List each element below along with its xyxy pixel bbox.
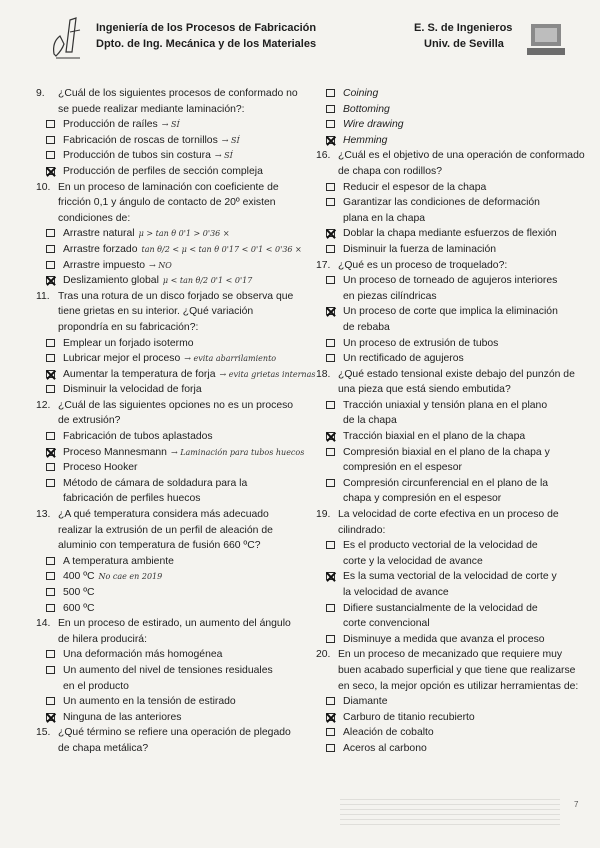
answer-option[interactable]	[36, 133, 298, 149]
answer-option[interactable]	[36, 647, 298, 663]
option-text-continued: compresión en el espesor	[343, 462, 462, 474]
option-text: Proceso Hooker	[63, 462, 138, 474]
question-block	[316, 647, 586, 756]
option-text: Ninguna de las anteriores	[63, 711, 182, 723]
checkbox-icon[interactable]	[46, 604, 55, 612]
answer-option[interactable]	[36, 258, 298, 274]
option-text: Producción de tubos sin costura	[63, 150, 211, 162]
checked-box-icon[interactable]	[326, 136, 335, 144]
option-label	[343, 601, 586, 632]
answer-option[interactable]	[316, 133, 586, 149]
checkbox-icon[interactable]	[46, 354, 55, 362]
option-label	[343, 102, 586, 118]
handwritten-note: μ < tan θ/2 0'1 < 0'17	[162, 276, 253, 286]
option-text: Deslizamiento global	[63, 275, 159, 287]
handwritten-note: → SÍ	[221, 135, 240, 145]
option-label	[63, 382, 298, 398]
option-label	[343, 117, 586, 133]
checked-box-icon[interactable]	[326, 713, 335, 721]
option-label	[343, 133, 586, 149]
question-number: 13.	[36, 509, 51, 521]
answer-option[interactable]	[316, 569, 586, 600]
answer-option[interactable]	[316, 741, 586, 757]
option-text: 600 ºC	[63, 602, 95, 614]
answer-option[interactable]	[36, 351, 298, 367]
university-name: Univ. de Sevilla	[424, 38, 504, 50]
checkbox-icon[interactable]	[46, 479, 55, 487]
option-label	[63, 258, 298, 274]
checkbox-icon[interactable]	[46, 666, 55, 674]
question-block	[36, 180, 302, 289]
question-number: 17.	[316, 259, 331, 271]
answer-option[interactable]	[36, 148, 298, 164]
handwritten-note: No cae en 2019	[98, 572, 163, 582]
option-label	[343, 538, 586, 569]
checkbox-icon[interactable]	[46, 557, 55, 565]
option-label	[63, 585, 298, 601]
checkbox-icon[interactable]	[326, 276, 335, 284]
checked-box-icon[interactable]	[326, 229, 335, 237]
question-block	[36, 86, 298, 180]
option-text: Un aumento en la tensión de estirado	[63, 696, 236, 708]
checkbox-icon[interactable]	[326, 245, 335, 253]
option-text: Tracción biaxial en el plano de la chapa	[343, 431, 526, 443]
question-title	[316, 367, 586, 398]
answer-option[interactable]	[316, 102, 586, 118]
option-text: Disminuir la velocidad de forja	[63, 384, 202, 396]
question-text: ¿Cuál es el objetivo de una operación de conformado de chapa con rodillos?	[338, 150, 585, 177]
checked-box-icon[interactable]	[46, 370, 55, 378]
question-text: En un proceso de mecanizado que requiere muy buen acabado superficial y que tiene que realizarse en seco, la mejor opción es utilizar herramientas de:	[338, 649, 579, 692]
option-text: Doblar la chapa mediante esfuerzos de flexión	[343, 228, 557, 240]
checkbox-icon[interactable]	[326, 354, 335, 362]
option-text: Producción de perfiles de sección compleja	[63, 165, 263, 177]
option-label	[63, 336, 298, 352]
answer-option[interactable]	[316, 398, 586, 429]
question-block	[316, 86, 586, 148]
checked-box-icon[interactable]	[46, 448, 55, 456]
checkbox-icon[interactable]	[326, 635, 335, 643]
option-label	[343, 725, 586, 741]
question-text: ¿Qué estado tensional existe debajo del punzón de una pieza que está siendo embutida?	[338, 368, 575, 396]
question-block	[316, 367, 586, 507]
faint-bleed-through	[340, 795, 560, 825]
checkbox-icon[interactable]	[326, 105, 335, 113]
answer-option[interactable]	[36, 226, 298, 242]
option-label	[343, 632, 586, 648]
answer-option[interactable]	[316, 351, 586, 367]
checkbox-icon[interactable]	[46, 432, 55, 440]
option-label	[343, 476, 586, 507]
option-label	[63, 226, 298, 242]
option-text: Difiere sustancialmente de la velocidad de	[343, 602, 538, 614]
checkbox-icon[interactable]	[326, 198, 335, 206]
question-number: 20.	[316, 649, 331, 661]
option-label	[343, 336, 586, 352]
checkbox-icon[interactable]	[326, 744, 335, 752]
option-label	[343, 710, 586, 726]
checkbox-icon[interactable]	[326, 339, 335, 347]
option-text-continued: en piezas cilíndricas	[343, 290, 437, 302]
option-label	[63, 367, 315, 383]
question-title	[316, 148, 586, 179]
option-label	[63, 647, 298, 663]
option-label	[343, 226, 586, 242]
question-number: 9.	[36, 88, 45, 99]
answer-option[interactable]	[36, 694, 298, 710]
question-title	[316, 647, 586, 694]
option-text-continued: de la chapa	[343, 415, 397, 427]
option-text: Aleación de cobalto	[343, 727, 434, 739]
checkbox-icon[interactable]	[46, 697, 55, 705]
question-block	[36, 398, 305, 507]
checkbox-icon[interactable]	[326, 89, 335, 97]
option-label	[343, 741, 586, 757]
answer-option[interactable]	[36, 585, 298, 601]
option-text: Compresión biaxial en el plano de la chapa y	[343, 446, 550, 458]
option-label	[63, 164, 298, 180]
option-text: Un rectificado de agujeros	[343, 353, 464, 365]
option-label	[63, 133, 298, 149]
question-number: 11.	[36, 290, 50, 302]
option-label	[343, 273, 586, 304]
option-label	[343, 429, 586, 445]
option-text: Arrastre impuesto	[63, 259, 145, 271]
question-number: 16.	[316, 150, 331, 162]
checkbox-icon[interactable]	[46, 229, 55, 237]
option-text-continued: plana en la chapa	[343, 212, 426, 224]
question-title	[36, 398, 298, 429]
answer-option[interactable]	[36, 382, 298, 398]
answer-option[interactable]	[316, 476, 586, 507]
right-column	[316, 86, 586, 757]
option-label	[343, 180, 586, 196]
option-label	[63, 476, 298, 507]
handwritten-note: → SÍ	[214, 151, 233, 161]
page-number: 7	[574, 800, 579, 809]
option-text: Aceros al carbono	[343, 742, 427, 754]
option-text: Es la suma vectorial de la velocidad de corte y	[343, 571, 557, 583]
answer-option[interactable]	[316, 226, 586, 242]
question-text: En un proceso de estirado, un aumento del ángulo de hilera producirá:	[58, 618, 291, 645]
option-text: Bottoming	[343, 103, 390, 115]
question-text: ¿Cuál de las siguientes opciones no es un proceso de extrusión?	[58, 399, 294, 427]
option-text-continued: en el producto	[63, 680, 129, 692]
answer-option[interactable]	[36, 164, 298, 180]
checkbox-icon[interactable]	[46, 385, 55, 393]
question-number: 19.	[316, 509, 331, 521]
option-text: Fabricación de tubos aplastados	[63, 431, 213, 443]
answer-option[interactable]	[316, 195, 586, 226]
question-number: 12.	[36, 399, 51, 411]
answer-option[interactable]	[316, 336, 586, 352]
option-text-continued: la velocidad de avance	[343, 587, 449, 598]
option-label	[63, 117, 298, 133]
checked-box-icon[interactable]	[46, 276, 55, 284]
answer-option[interactable]	[316, 710, 586, 726]
question-title	[36, 507, 298, 554]
option-label	[63, 273, 298, 289]
answer-option[interactable]	[316, 725, 586, 741]
option-label	[343, 445, 586, 476]
checked-box-icon[interactable]	[326, 572, 335, 580]
checkbox-icon[interactable]	[326, 448, 335, 456]
checkbox-icon[interactable]	[46, 463, 55, 471]
checkbox-icon[interactable]	[326, 401, 335, 409]
checked-box-icon[interactable]	[326, 432, 335, 440]
checkbox-icon[interactable]	[326, 183, 335, 191]
answer-option[interactable]	[36, 429, 298, 445]
option-text-continued: corte y la velocidad de avance	[343, 555, 483, 567]
option-text: Un aumento del nivel de tensiones residuales	[63, 664, 273, 676]
question-text: ¿Qué es un proceso de troquelado?:	[338, 259, 508, 271]
answer-option[interactable]	[36, 476, 298, 507]
checkbox-icon[interactable]	[326, 697, 335, 705]
option-text: Fabricación de roscas de tornillos	[63, 134, 218, 146]
option-text: Proceso Mannesmann	[63, 446, 167, 458]
answer-option[interactable]	[36, 445, 305, 461]
answer-option[interactable]	[316, 429, 586, 445]
answer-option[interactable]	[316, 242, 586, 258]
option-text: Una deformación más homogénea	[63, 649, 223, 661]
checkbox-icon[interactable]	[46, 339, 55, 347]
option-text-continued: fabricación de perfiles huecos	[63, 493, 201, 505]
option-text: Es el producto vectorial de la velocidad de	[343, 540, 538, 552]
option-label	[63, 242, 302, 258]
question-block	[316, 258, 586, 367]
answer-option[interactable]	[316, 273, 586, 304]
option-text: Un proceso de extrusión de tubos	[343, 337, 499, 349]
handwritten-note: → evita abarrilamiento	[184, 354, 277, 364]
option-label	[63, 569, 298, 585]
option-text: Disminuye a medida que avanza el proceso	[343, 633, 545, 645]
option-text: Tracción uniaxial y tensión plana en el plano	[343, 399, 548, 411]
checkbox-icon[interactable]	[46, 588, 55, 596]
question-number: 10.	[36, 181, 51, 193]
answer-option[interactable]	[316, 445, 586, 476]
answer-option[interactable]	[36, 554, 298, 570]
option-text: Carburo de titanio recubierto	[343, 711, 475, 723]
option-text-continued: corte convencional	[343, 618, 430, 630]
option-label	[343, 351, 586, 367]
option-label	[63, 694, 298, 710]
option-label	[343, 304, 586, 335]
question-title	[36, 86, 298, 117]
question-text: ¿Cuál de los siguientes procesos de conformado no se puede realizar mediante laminación?:	[58, 88, 298, 115]
option-label	[343, 694, 586, 710]
option-label	[343, 398, 586, 429]
option-text: Wire drawing	[343, 119, 404, 131]
answer-option[interactable]	[36, 336, 298, 352]
checkbox-icon[interactable]	[46, 245, 55, 253]
option-text: Arrastre forzado	[63, 243, 138, 255]
checked-box-icon[interactable]	[46, 167, 55, 175]
answer-option[interactable]	[316, 180, 586, 196]
question-block	[36, 616, 298, 725]
school-name: E. S. de Ingenieros	[414, 22, 513, 34]
option-label	[63, 445, 304, 461]
option-label	[343, 195, 586, 226]
option-label	[343, 86, 586, 102]
answer-option[interactable]	[36, 569, 298, 585]
option-text: Un proceso de torneado de agujeros interiores	[343, 275, 558, 287]
question-text: La velocidad de corte efectiva en un proceso de cilindrado:	[338, 509, 559, 536]
answer-option[interactable]	[316, 86, 586, 102]
answer-option[interactable]	[316, 304, 586, 335]
handwritten-note: tan θ/2 < μ < tan θ 0'17 < 0'1 < 0'36 ×	[141, 244, 302, 254]
option-label	[63, 663, 298, 694]
question-block	[36, 725, 298, 756]
checked-box-icon[interactable]	[326, 307, 335, 315]
question-block	[36, 507, 298, 616]
question-text: Tras una rotura de un disco forjado se observa que tiene grietas en su interior. ¿Qué variación propondría en su fabricación?:	[58, 290, 294, 333]
option-text: Reducir el espesor de la chapa	[343, 181, 487, 193]
question-text: En un proceso de laminación con coeficiente de fricción 0,1 y ángulo de contacto de 20º existen condiciones de:	[58, 181, 279, 224]
answer-option[interactable]	[36, 117, 298, 133]
option-label	[63, 710, 298, 726]
question-number: 14.	[36, 618, 51, 630]
answer-option[interactable]	[36, 273, 298, 289]
answer-option[interactable]	[36, 460, 298, 476]
department-name: Dpto. de Ing. Mecánica y de los Materiales	[96, 38, 317, 50]
checkbox-icon[interactable]	[326, 120, 335, 128]
option-text: Coining	[343, 88, 379, 99]
page-header	[0, 0, 600, 70]
option-text: Diamante	[343, 696, 388, 708]
option-text: Disminuir la fuerza de laminación	[343, 243, 497, 255]
option-label	[63, 148, 298, 164]
question-block	[36, 289, 316, 398]
answer-option[interactable]	[36, 710, 298, 726]
question-block	[316, 507, 586, 647]
checked-box-icon[interactable]	[46, 713, 55, 721]
option-text: 500 ºC	[63, 587, 95, 598]
checkbox-icon[interactable]	[326, 541, 335, 549]
option-label	[63, 554, 298, 570]
answer-option[interactable]	[36, 663, 298, 694]
option-label	[343, 569, 586, 600]
answer-option[interactable]	[36, 601, 298, 617]
question-title	[36, 616, 298, 647]
option-text: Aumentar la temperatura de forja	[63, 368, 216, 380]
option-label	[343, 242, 586, 258]
checkbox-icon[interactable]	[46, 261, 55, 269]
checkbox-icon[interactable]	[326, 479, 335, 487]
option-label	[63, 601, 298, 617]
option-label	[63, 460, 298, 476]
checkbox-icon[interactable]	[46, 136, 55, 144]
answer-option[interactable]	[316, 117, 586, 133]
answer-option[interactable]	[36, 367, 316, 383]
question-text: ¿Qué término se refiere una operación de plegado de chapa metálica?	[58, 727, 291, 754]
left-column	[36, 86, 316, 757]
handwritten-note: → NO	[149, 260, 172, 270]
checkbox-icon[interactable]	[46, 120, 55, 128]
handwritten-note: μ > tan θ 0'1 > 0'36 ×	[138, 229, 230, 239]
option-label	[63, 429, 298, 445]
handwritten-note: → evita grietas internas	[219, 369, 316, 379]
option-text-continued: de rebaba	[343, 321, 390, 333]
university-seal-icon	[525, 20, 567, 58]
handwritten-note: → Laminación para tubos huecos	[170, 447, 305, 457]
option-text: Arrastre natural	[63, 228, 135, 240]
question-title	[36, 180, 298, 227]
question-title	[316, 258, 586, 274]
handwritten-note: → SÍ	[161, 120, 180, 130]
checkbox-icon[interactable]	[326, 728, 335, 736]
option-text: Hemming	[343, 134, 388, 146]
option-text: Lubricar mejor el proceso	[63, 353, 181, 365]
option-text: Un proceso de corte que implica la eliminación	[343, 306, 558, 318]
option-text: A temperatura ambiente	[63, 555, 174, 567]
answer-option[interactable]	[316, 632, 586, 648]
question-number: 15.	[36, 727, 51, 739]
checkbox-icon[interactable]	[46, 650, 55, 658]
course-title: Ingeniería de los Procesos de Fabricación	[96, 22, 317, 34]
question-text: ¿A qué temperatura considera más adecuado realizar la extrusión de un perfil de aleación de aluminio con temperatura de fusión 660 ºC?	[58, 509, 273, 552]
answer-option[interactable]	[316, 538, 586, 569]
option-text-continued: chapa y compresión en el espesor	[343, 493, 502, 505]
checkbox-icon[interactable]	[46, 151, 55, 159]
option-text: Producción de raíles	[63, 119, 158, 131]
option-text: Compresión circunferencial en el plano de la	[343, 477, 549, 489]
answer-option[interactable]	[36, 242, 302, 258]
school-logo-icon	[50, 14, 84, 60]
question-title	[36, 725, 298, 756]
question-title	[36, 289, 298, 336]
question-block	[316, 148, 586, 257]
question-title	[316, 507, 586, 538]
option-label	[63, 351, 298, 367]
option-text: Emplear un forjado isotermo	[63, 337, 194, 349]
answer-option[interactable]	[316, 601, 586, 632]
answer-option[interactable]	[316, 694, 586, 710]
option-text: 400 ºC	[63, 571, 95, 583]
checkbox-icon[interactable]	[326, 604, 335, 612]
question-number: 18.	[316, 368, 331, 380]
checkbox-icon[interactable]	[46, 572, 55, 580]
option-text: Garantizar las condiciones de deformación	[343, 197, 540, 209]
option-text: Método de cámara de soldadura para la	[63, 477, 248, 489]
